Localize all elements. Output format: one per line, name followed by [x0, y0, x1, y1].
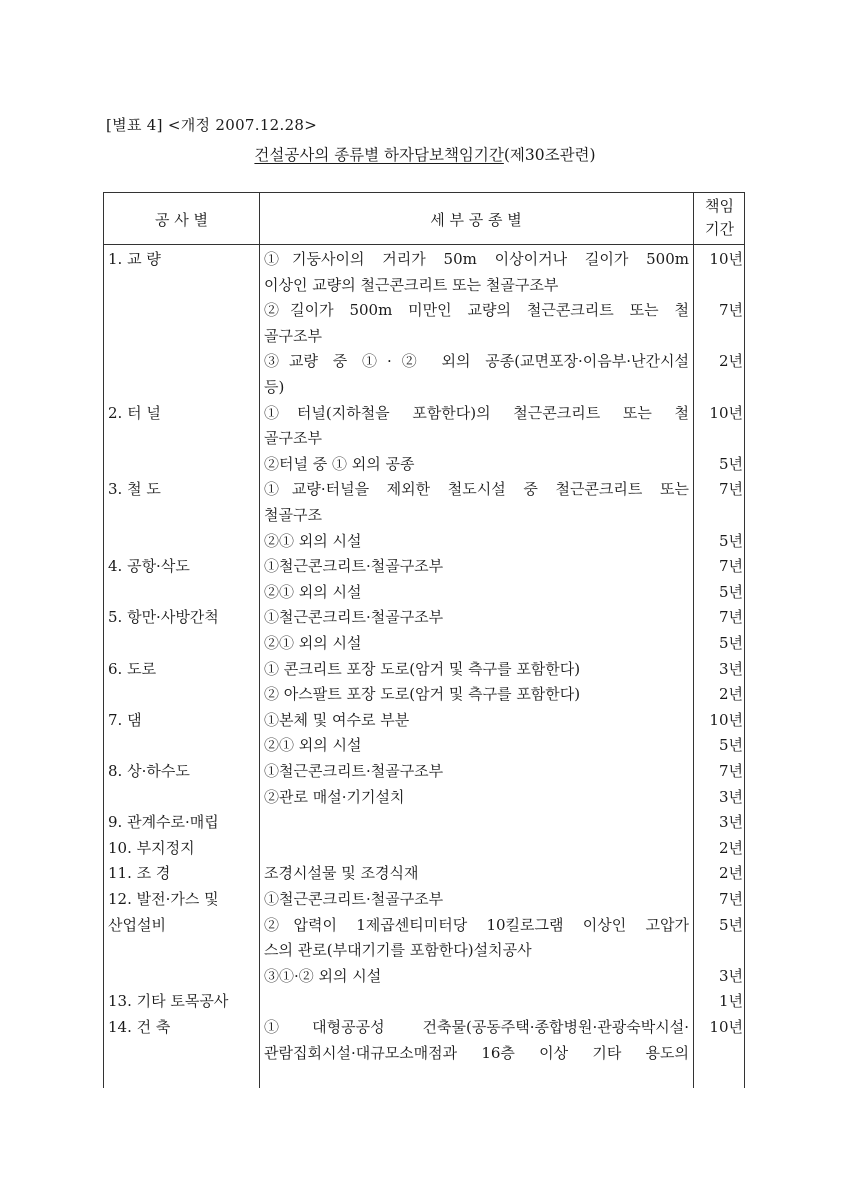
detail-cell: ②① 외의 시설: [264, 531, 362, 550]
category-cell: [108, 375, 258, 401]
detail-cell: 조경시설물 및 조경식재: [264, 864, 419, 883]
category-cell: [108, 964, 258, 990]
detail-cell: ②압력이 1제곱센티미터당 10킬로그램 이상인 고압가: [264, 915, 689, 934]
detail-cell: ① 콘크리트 포장 도로(암거 및 측구를 포함한다): [264, 659, 581, 678]
detail-cell: ①대형공공성 건축물(공동주택·종합병원·관광숙박시설·: [264, 1018, 689, 1036]
detail-cell: 이상인 교량의 철근콘크리트 또는 철골구조부: [264, 275, 559, 294]
category-cell: [108, 580, 258, 606]
category-cell: 9. 관계수로·매립: [108, 813, 219, 832]
detail-cell: ①터널(지하철을 포함한다)의 철근콘크리트 또는 철: [264, 403, 689, 422]
period-cell: 2년: [718, 838, 743, 857]
detail-cell: 골구조부: [264, 326, 322, 345]
period-cell: 7년: [718, 890, 743, 908]
category-cell: 11. 조 경: [108, 864, 171, 883]
detail-cell: ② 아스팔트 포장 도로(암거 및 측구를 포함한다): [264, 685, 581, 704]
detail-cell: 스의 관로(부대기기를 포함한다)설치공사: [264, 941, 532, 960]
category-cell: 14. 건 축: [108, 1018, 171, 1036]
detail-cell: [264, 989, 689, 1015]
detail-cell: ②① 외의 시설: [264, 634, 362, 652]
category-cell: [108, 785, 258, 811]
period-cell: 10년: [709, 250, 743, 268]
category-cell: [108, 298, 258, 324]
column-header-period-line2: 기간: [705, 220, 734, 238]
detail-cell: ②터널 중 ① 외의 공종: [264, 454, 415, 473]
category-cell: [108, 426, 258, 452]
period-cell: [693, 375, 743, 401]
period-cell: 2년: [718, 352, 743, 371]
detail-cell: ③①·② 외의 시설: [264, 966, 382, 985]
appendix-label: [별표 4] <개정 2007.12.28>: [106, 116, 318, 134]
header-divider: [104, 244, 744, 245]
category-cell: [108, 324, 258, 350]
category-cell: 5. 항만·사방간척: [108, 608, 219, 627]
period-cell: 3년: [718, 966, 743, 985]
detail-cell: [264, 836, 689, 862]
category-cell: [108, 503, 258, 529]
category-cell: [108, 529, 258, 555]
period-cell: 5년: [718, 454, 743, 473]
detail-cell: ③교량 중 ①·② 외의 공종(교면포장·이음부·난간시설: [264, 352, 689, 371]
period-cell: [693, 938, 743, 964]
document-title: [0, 143, 850, 165]
category-cell: 7. 댐: [108, 710, 142, 729]
period-cell: 2년: [718, 685, 743, 704]
period-cell: 5년: [718, 634, 743, 652]
period-cell: 7년: [718, 762, 743, 780]
period-cell: 7년: [718, 301, 743, 320]
category-cell: [108, 273, 258, 299]
category-cell: [108, 733, 258, 759]
warranty-period-table: [103, 192, 745, 1088]
period-cell: [693, 324, 743, 350]
column-header-period-line1: 책임: [705, 197, 734, 215]
detail-cell: 철골구조: [264, 506, 322, 524]
category-cell: 8. 상·하수도: [108, 762, 190, 780]
category-cell: [108, 682, 258, 708]
category-cell: [108, 1041, 258, 1067]
category-cell: [108, 938, 258, 964]
column-header-period: [693, 195, 746, 241]
detail-cell: 등): [264, 378, 285, 396]
category-cell: 10. 부지정지: [108, 838, 195, 857]
period-cell: [693, 503, 743, 529]
title-main: 건설공사의 종류별 하자담보책임기간: [254, 146, 504, 164]
period-cell: 3년: [718, 787, 743, 806]
column-divider: [259, 193, 260, 1088]
category-cell: 6. 도로: [108, 659, 157, 678]
title-suffix: (제30조관련): [503, 146, 596, 164]
period-cell: 10년: [709, 1018, 743, 1036]
detail-cell: ②관로 매설·기기설치: [264, 787, 405, 806]
detail-cell: ②① 외의 시설: [264, 582, 362, 601]
category-cell: 2. 터 널: [108, 403, 161, 422]
period-cell: [693, 273, 743, 299]
period-cell: 5년: [718, 915, 743, 934]
category-cell: 1. 교 량: [108, 250, 161, 268]
detail-cell: ①철근콘크리트·철골구조부: [264, 608, 444, 627]
column-header-detail: 세 부 공 종 별: [430, 211, 522, 229]
detail-cell: ①철근콘크리트·철골구조부: [264, 557, 444, 576]
period-cell: 7년: [718, 557, 743, 576]
category-cell: [108, 349, 258, 375]
detail-cell: 골구조부: [264, 429, 322, 448]
detail-cell: ①교량·터널을 제외한 철도시설 중 철근콘크리트 또는: [264, 480, 689, 499]
category-cell: 4. 공항·삭도: [108, 557, 190, 576]
category-cell: 13. 기타 토목공사: [108, 992, 229, 1011]
category-cell: [108, 452, 258, 478]
category-cell: 3. 철 도: [108, 480, 161, 499]
period-cell: 7년: [718, 608, 743, 627]
category-cell: 산업설비: [108, 915, 166, 934]
category-cell: [108, 631, 258, 657]
period-cell: 3년: [718, 813, 743, 832]
period-cell: 1년: [718, 992, 743, 1011]
period-cell: 7년: [718, 480, 743, 499]
period-cell: 2년: [718, 864, 743, 883]
detail-cell: ①철근콘크리트·철골구조부: [264, 762, 444, 780]
period-cell: 5년: [718, 531, 743, 550]
period-cell: 10년: [709, 710, 743, 729]
period-cell: [693, 426, 743, 452]
period-cell: 5년: [718, 582, 743, 601]
period-cell: [693, 1041, 743, 1067]
detail-cell: [264, 810, 689, 836]
detail-cell: ①철근콘크리트·철골구조부: [264, 890, 444, 908]
column-header-category: 공 사 별: [154, 211, 208, 229]
category-cell: 12. 발전·가스 및: [108, 890, 219, 908]
detail-cell: ②① 외의 시설: [264, 736, 362, 755]
period-cell: 10년: [709, 403, 743, 422]
detail-cell: ②길이가 500m 미만인 교량의 철근콘크리트 또는 철: [264, 301, 689, 320]
detail-cell: ①기둥사이의 거리가 50m 이상이거나 길이가 500m: [264, 250, 689, 268]
period-cell: 5년: [718, 736, 743, 755]
period-cell: 3년: [718, 659, 743, 678]
detail-cell: 관람집회시설·대규모소매점과 16층 이상 기타 용도의: [264, 1043, 689, 1062]
detail-cell: ①본체 및 여수로 부분: [264, 710, 410, 729]
